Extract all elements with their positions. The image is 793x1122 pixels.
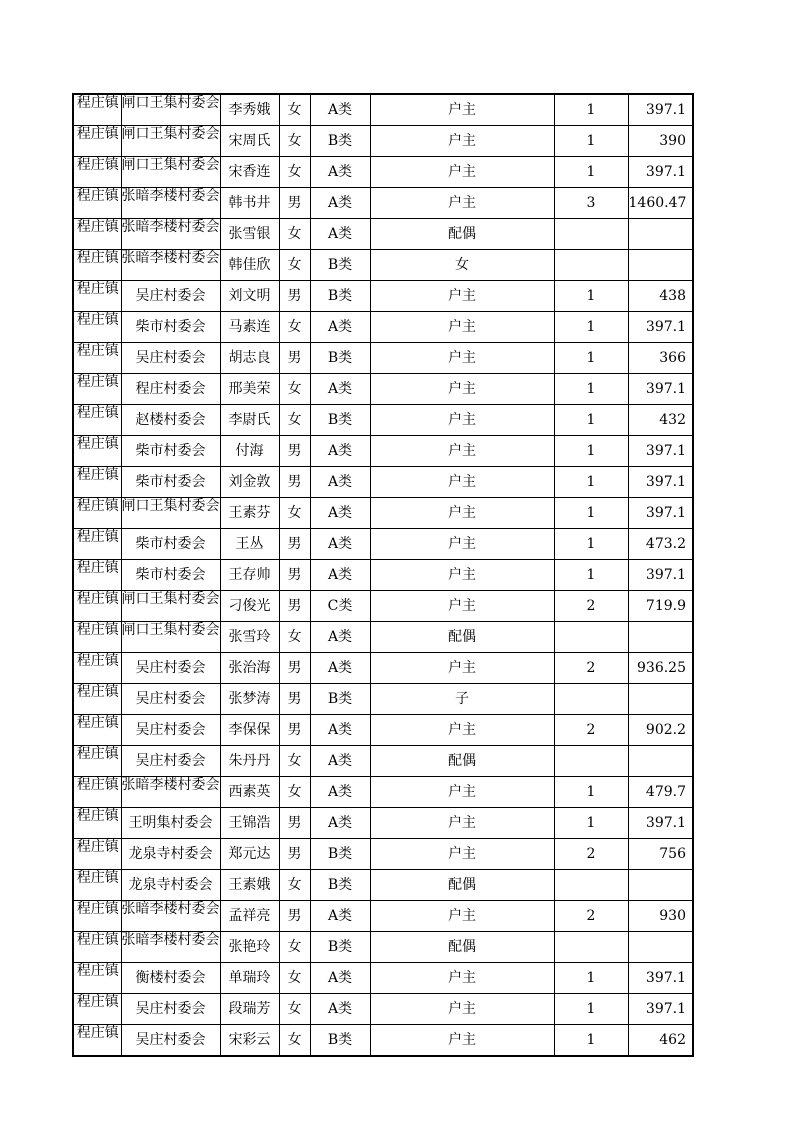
category-cell: B类 xyxy=(310,126,370,157)
relation-cell: 户主 xyxy=(370,1025,554,1057)
count-cell: 1 xyxy=(554,157,628,188)
category-cell: B类 xyxy=(310,250,370,281)
amount-cell: 390 xyxy=(628,126,693,157)
name-cell: 孟祥亮 xyxy=(220,901,279,932)
town-cell: 程庄镇 xyxy=(73,591,121,622)
town-cell: 程庄镇 xyxy=(73,157,121,188)
village-cell: 吴庄村委会 xyxy=(121,684,220,715)
name-cell: 胡志良 xyxy=(220,343,279,374)
category-cell: A类 xyxy=(310,529,370,560)
table-row xyxy=(73,498,693,529)
count-cell: 1 xyxy=(554,374,628,405)
village-cell: 张暗李楼村委会 xyxy=(121,777,220,808)
category-cell: B类 xyxy=(310,870,370,901)
amount-cell xyxy=(628,870,693,901)
village-cell: 闸口王集村委会 xyxy=(121,157,220,188)
town-cell: 程庄镇 xyxy=(73,560,121,591)
table-row xyxy=(73,994,693,1025)
count-cell xyxy=(554,870,628,901)
count-cell: 1 xyxy=(554,529,628,560)
town-cell: 程庄镇 xyxy=(73,343,121,374)
name-cell: 王丛 xyxy=(220,529,279,560)
relation-cell: 户主 xyxy=(370,498,554,529)
category-cell: B类 xyxy=(310,684,370,715)
amount-cell: 719.9 xyxy=(628,591,693,622)
gender-cell: 女 xyxy=(279,498,310,529)
count-cell: 1 xyxy=(554,312,628,343)
town-cell: 程庄镇 xyxy=(73,901,121,932)
amount-cell: 432 xyxy=(628,405,693,436)
village-cell: 柴市村委会 xyxy=(121,436,220,467)
name-cell: 邢美荣 xyxy=(220,374,279,405)
category-cell: A类 xyxy=(310,219,370,250)
count-cell: 2 xyxy=(554,591,628,622)
name-cell: 张艳玲 xyxy=(220,932,279,963)
category-cell: A类 xyxy=(310,188,370,219)
town-cell: 程庄镇 xyxy=(73,467,121,498)
category-cell: A类 xyxy=(310,715,370,746)
table-row xyxy=(73,94,693,126)
table-row xyxy=(73,250,693,281)
gender-cell: 男 xyxy=(279,715,310,746)
table-row xyxy=(73,870,693,901)
count-cell: 2 xyxy=(554,653,628,684)
category-cell: A类 xyxy=(310,994,370,1025)
category-cell: A类 xyxy=(310,157,370,188)
amount-cell: 397.1 xyxy=(628,560,693,591)
assistance-roster-table xyxy=(72,93,694,1057)
village-cell: 张暗李楼村委会 xyxy=(121,901,220,932)
category-cell: A类 xyxy=(310,374,370,405)
relation-cell: 配偶 xyxy=(370,746,554,777)
gender-cell: 男 xyxy=(279,560,310,591)
relation-cell: 女 xyxy=(370,250,554,281)
amount-cell: 1460.47 xyxy=(628,188,693,219)
table-row xyxy=(73,374,693,405)
relation-cell: 户主 xyxy=(370,653,554,684)
name-cell: 刁俊光 xyxy=(220,591,279,622)
name-cell: 张雪玲 xyxy=(220,622,279,653)
village-cell: 闸口王集村委会 xyxy=(121,622,220,653)
table-row xyxy=(73,622,693,653)
relation-cell: 户主 xyxy=(370,715,554,746)
category-cell: A类 xyxy=(310,963,370,994)
name-cell: 韩佳欣 xyxy=(220,250,279,281)
town-cell: 程庄镇 xyxy=(73,839,121,870)
amount-cell: 397.1 xyxy=(628,994,693,1025)
table-row xyxy=(73,343,693,374)
town-cell: 程庄镇 xyxy=(73,405,121,436)
gender-cell: 女 xyxy=(279,1025,310,1057)
village-cell: 龙泉寺村委会 xyxy=(121,870,220,901)
count-cell xyxy=(554,932,628,963)
table-row xyxy=(73,591,693,622)
table-row xyxy=(73,219,693,250)
name-cell: 李保保 xyxy=(220,715,279,746)
category-cell: C类 xyxy=(310,591,370,622)
relation-cell: 户主 xyxy=(370,157,554,188)
count-cell: 2 xyxy=(554,901,628,932)
table-row xyxy=(73,808,693,839)
village-cell: 张暗李楼村委会 xyxy=(121,250,220,281)
relation-cell: 配偶 xyxy=(370,622,554,653)
count-cell: 1 xyxy=(554,94,628,126)
table-row xyxy=(73,560,693,591)
village-cell: 张暗李楼村委会 xyxy=(121,932,220,963)
amount-cell: 479.7 xyxy=(628,777,693,808)
town-cell: 程庄镇 xyxy=(73,281,121,312)
category-cell: A类 xyxy=(310,808,370,839)
count-cell xyxy=(554,746,628,777)
name-cell: 刘金敦 xyxy=(220,467,279,498)
category-cell: B类 xyxy=(310,405,370,436)
gender-cell: 女 xyxy=(279,963,310,994)
town-cell: 程庄镇 xyxy=(73,94,121,126)
town-cell: 程庄镇 xyxy=(73,932,121,963)
count-cell: 3 xyxy=(554,188,628,219)
relation-cell: 户主 xyxy=(370,374,554,405)
count-cell: 1 xyxy=(554,808,628,839)
relation-cell: 配偶 xyxy=(370,870,554,901)
relation-cell: 户主 xyxy=(370,777,554,808)
category-cell: A类 xyxy=(310,901,370,932)
town-cell: 程庄镇 xyxy=(73,963,121,994)
village-cell: 吴庄村委会 xyxy=(121,994,220,1025)
relation-cell: 户主 xyxy=(370,436,554,467)
town-cell: 程庄镇 xyxy=(73,746,121,777)
name-cell: 王存帅 xyxy=(220,560,279,591)
village-cell: 衡楼村委会 xyxy=(121,963,220,994)
table-row xyxy=(73,653,693,684)
town-cell: 程庄镇 xyxy=(73,436,121,467)
relation-cell: 户主 xyxy=(370,808,554,839)
gender-cell: 女 xyxy=(279,250,310,281)
relation-cell: 户主 xyxy=(370,126,554,157)
gender-cell: 男 xyxy=(279,281,310,312)
gender-cell: 女 xyxy=(279,994,310,1025)
relation-cell: 户主 xyxy=(370,560,554,591)
count-cell xyxy=(554,684,628,715)
town-cell: 程庄镇 xyxy=(73,498,121,529)
count-cell: 1 xyxy=(554,281,628,312)
amount-cell: 397.1 xyxy=(628,157,693,188)
table-row xyxy=(73,312,693,343)
category-cell: B类 xyxy=(310,932,370,963)
amount-cell: 397.1 xyxy=(628,963,693,994)
category-cell: B类 xyxy=(310,839,370,870)
name-cell: 段瑞芳 xyxy=(220,994,279,1025)
amount-cell xyxy=(628,684,693,715)
count-cell: 1 xyxy=(554,994,628,1025)
gender-cell: 女 xyxy=(279,777,310,808)
amount-cell: 756 xyxy=(628,839,693,870)
amount-cell xyxy=(628,219,693,250)
relation-cell: 户主 xyxy=(370,529,554,560)
name-cell: 朱丹丹 xyxy=(220,746,279,777)
town-cell: 程庄镇 xyxy=(73,529,121,560)
gender-cell: 男 xyxy=(279,188,310,219)
amount-cell: 397.1 xyxy=(628,374,693,405)
name-cell: 马素连 xyxy=(220,312,279,343)
town-cell: 程庄镇 xyxy=(73,622,121,653)
category-cell: A类 xyxy=(310,467,370,498)
village-cell: 吴庄村委会 xyxy=(121,343,220,374)
category-cell: A类 xyxy=(310,312,370,343)
gender-cell: 女 xyxy=(279,870,310,901)
name-cell: 张雪银 xyxy=(220,219,279,250)
gender-cell: 男 xyxy=(279,343,310,374)
count-cell: 2 xyxy=(554,839,628,870)
count-cell xyxy=(554,250,628,281)
town-cell: 程庄镇 xyxy=(73,250,121,281)
category-cell: B类 xyxy=(310,343,370,374)
gender-cell: 女 xyxy=(279,374,310,405)
village-cell: 闸口王集村委会 xyxy=(121,126,220,157)
town-cell: 程庄镇 xyxy=(73,684,121,715)
count-cell: 1 xyxy=(554,436,628,467)
gender-cell: 男 xyxy=(279,808,310,839)
count-cell: 1 xyxy=(554,777,628,808)
amount-cell xyxy=(628,746,693,777)
gender-cell: 男 xyxy=(279,529,310,560)
category-cell: A类 xyxy=(310,498,370,529)
count-cell: 1 xyxy=(554,1025,628,1057)
amount-cell xyxy=(628,250,693,281)
village-cell: 张暗李楼村委会 xyxy=(121,219,220,250)
relation-cell: 户主 xyxy=(370,901,554,932)
relation-cell: 户主 xyxy=(370,591,554,622)
category-cell: A类 xyxy=(310,94,370,126)
town-cell: 程庄镇 xyxy=(73,870,121,901)
amount-cell: 366 xyxy=(628,343,693,374)
gender-cell: 女 xyxy=(279,405,310,436)
gender-cell: 女 xyxy=(279,746,310,777)
gender-cell: 女 xyxy=(279,94,310,126)
table-row xyxy=(73,963,693,994)
village-cell: 吴庄村委会 xyxy=(121,281,220,312)
count-cell xyxy=(554,219,628,250)
gender-cell: 女 xyxy=(279,932,310,963)
table-row xyxy=(73,932,693,963)
gender-cell: 女 xyxy=(279,622,310,653)
village-cell: 柴市村委会 xyxy=(121,312,220,343)
category-cell: A类 xyxy=(310,746,370,777)
village-cell: 闸口王集村委会 xyxy=(121,498,220,529)
relation-cell: 户主 xyxy=(370,343,554,374)
name-cell: 张治海 xyxy=(220,653,279,684)
name-cell: 李尉氏 xyxy=(220,405,279,436)
table-row xyxy=(73,715,693,746)
name-cell: 韩书井 xyxy=(220,188,279,219)
village-cell: 柴市村委会 xyxy=(121,467,220,498)
amount-cell: 936.25 xyxy=(628,653,693,684)
village-cell: 吴庄村委会 xyxy=(121,653,220,684)
gender-cell: 男 xyxy=(279,591,310,622)
table-row xyxy=(73,467,693,498)
gender-cell: 男 xyxy=(279,901,310,932)
relation-cell: 户主 xyxy=(370,94,554,126)
town-cell: 程庄镇 xyxy=(73,374,121,405)
gender-cell: 女 xyxy=(279,219,310,250)
amount-cell: 902.2 xyxy=(628,715,693,746)
name-cell: 付海 xyxy=(220,436,279,467)
gender-cell: 男 xyxy=(279,684,310,715)
count-cell: 1 xyxy=(554,467,628,498)
village-cell: 程庄村委会 xyxy=(121,374,220,405)
town-cell: 程庄镇 xyxy=(73,1025,121,1057)
town-cell: 程庄镇 xyxy=(73,126,121,157)
relation-cell: 户主 xyxy=(370,281,554,312)
town-cell: 程庄镇 xyxy=(73,715,121,746)
town-cell: 程庄镇 xyxy=(73,188,121,219)
category-cell: A类 xyxy=(310,622,370,653)
table-row xyxy=(73,839,693,870)
category-cell: B类 xyxy=(310,281,370,312)
amount-cell: 397.1 xyxy=(628,467,693,498)
name-cell: 单瑞玲 xyxy=(220,963,279,994)
town-cell: 程庄镇 xyxy=(73,653,121,684)
name-cell: 宋彩云 xyxy=(220,1025,279,1057)
gender-cell: 男 xyxy=(279,653,310,684)
town-cell: 程庄镇 xyxy=(73,994,121,1025)
count-cell: 2 xyxy=(554,715,628,746)
village-cell: 吴庄村委会 xyxy=(121,715,220,746)
relation-cell: 户主 xyxy=(370,839,554,870)
village-cell: 王明集村委会 xyxy=(121,808,220,839)
relation-cell: 户主 xyxy=(370,994,554,1025)
amount-cell: 473.2 xyxy=(628,529,693,560)
table-row xyxy=(73,188,693,219)
gender-cell: 女 xyxy=(279,312,310,343)
category-cell: A类 xyxy=(310,777,370,808)
amount-cell: 930 xyxy=(628,901,693,932)
count-cell: 1 xyxy=(554,126,628,157)
count-cell: 1 xyxy=(554,560,628,591)
relation-cell: 户主 xyxy=(370,963,554,994)
name-cell: 王锦浩 xyxy=(220,808,279,839)
count-cell xyxy=(554,622,628,653)
amount-cell: 397.1 xyxy=(628,498,693,529)
relation-cell: 配偶 xyxy=(370,932,554,963)
village-cell: 赵楼村委会 xyxy=(121,405,220,436)
amount-cell: 438 xyxy=(628,281,693,312)
gender-cell: 男 xyxy=(279,467,310,498)
category-cell: A类 xyxy=(310,436,370,467)
name-cell: 宋香连 xyxy=(220,157,279,188)
name-cell: 郑元达 xyxy=(220,839,279,870)
name-cell: 王素娥 xyxy=(220,870,279,901)
table-row xyxy=(73,281,693,312)
amount-cell: 397.1 xyxy=(628,312,693,343)
village-cell: 闸口王集村委会 xyxy=(121,94,220,126)
town-cell: 程庄镇 xyxy=(73,219,121,250)
relation-cell: 户主 xyxy=(370,405,554,436)
village-cell: 闸口王集村委会 xyxy=(121,591,220,622)
table-row xyxy=(73,1025,693,1057)
relation-cell: 户主 xyxy=(370,312,554,343)
category-cell: A类 xyxy=(310,560,370,591)
relation-cell: 户主 xyxy=(370,188,554,219)
relation-cell: 户主 xyxy=(370,467,554,498)
gender-cell: 女 xyxy=(279,157,310,188)
village-cell: 柴市村委会 xyxy=(121,529,220,560)
amount-cell: 397.1 xyxy=(628,436,693,467)
town-cell: 程庄镇 xyxy=(73,312,121,343)
town-cell: 程庄镇 xyxy=(73,777,121,808)
gender-cell: 女 xyxy=(279,126,310,157)
count-cell: 1 xyxy=(554,498,628,529)
amount-cell: 397.1 xyxy=(628,808,693,839)
table-row xyxy=(73,157,693,188)
category-cell: B类 xyxy=(310,1025,370,1057)
name-cell: 刘文明 xyxy=(220,281,279,312)
relation-cell: 配偶 xyxy=(370,219,554,250)
roster-body xyxy=(73,94,693,1056)
name-cell: 李秀娥 xyxy=(220,94,279,126)
name-cell: 宋周氏 xyxy=(220,126,279,157)
table-row xyxy=(73,126,693,157)
village-cell: 吴庄村委会 xyxy=(121,1025,220,1057)
table-row xyxy=(73,901,693,932)
village-cell: 龙泉寺村委会 xyxy=(121,839,220,870)
category-cell: A类 xyxy=(310,653,370,684)
amount-cell xyxy=(628,932,693,963)
amount-cell: 462 xyxy=(628,1025,693,1057)
table-row xyxy=(73,777,693,808)
amount-cell: 397.1 xyxy=(628,94,693,126)
count-cell: 1 xyxy=(554,405,628,436)
gender-cell: 男 xyxy=(279,436,310,467)
name-cell: 西素英 xyxy=(220,777,279,808)
name-cell: 张梦涛 xyxy=(220,684,279,715)
amount-cell xyxy=(628,622,693,653)
table-row xyxy=(73,529,693,560)
table-row xyxy=(73,684,693,715)
count-cell: 1 xyxy=(554,343,628,374)
name-cell: 王素芬 xyxy=(220,498,279,529)
gender-cell: 男 xyxy=(279,839,310,870)
table-row xyxy=(73,746,693,777)
village-cell: 柴市村委会 xyxy=(121,560,220,591)
village-cell: 吴庄村委会 xyxy=(121,746,220,777)
town-cell: 程庄镇 xyxy=(73,808,121,839)
count-cell: 1 xyxy=(554,963,628,994)
table-row xyxy=(73,405,693,436)
relation-cell: 子 xyxy=(370,684,554,715)
village-cell: 张暗李楼村委会 xyxy=(121,188,220,219)
table-row xyxy=(73,436,693,467)
